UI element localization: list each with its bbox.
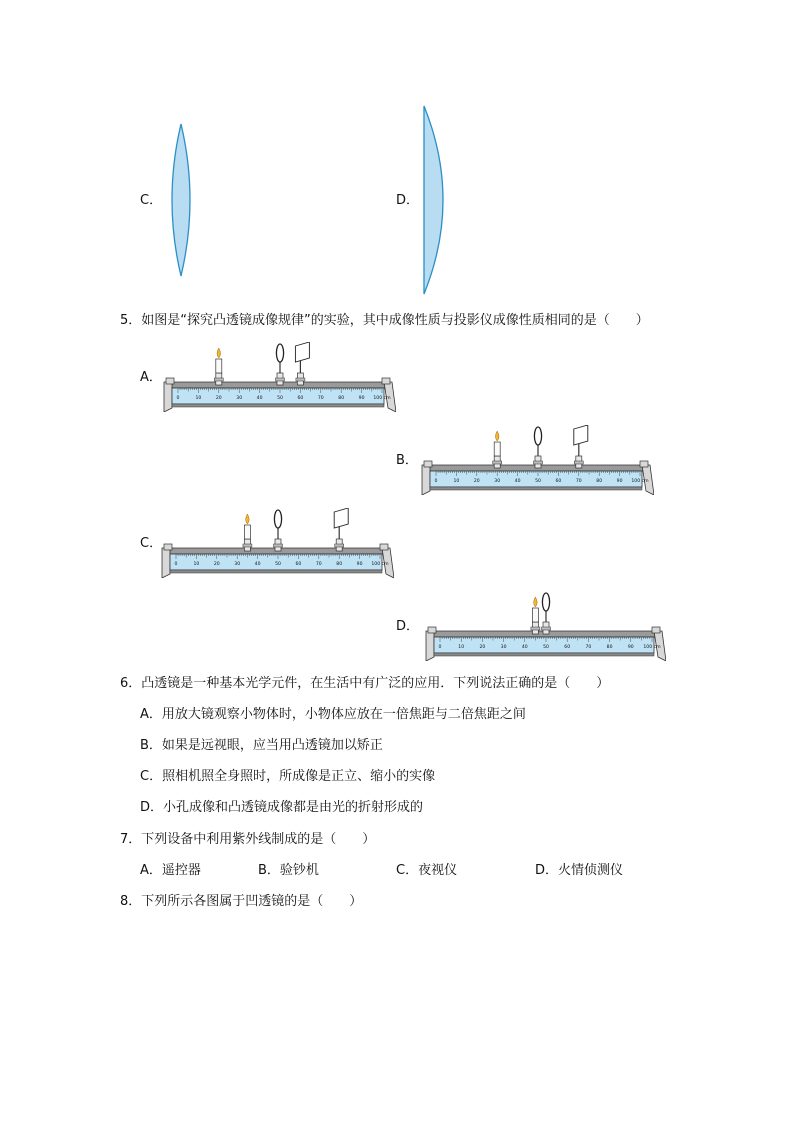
- ruler-tick-label: 20: [479, 645, 486, 650]
- ruler-tick-label: 80: [338, 396, 345, 401]
- bench-left-cap: [424, 461, 432, 467]
- light-screen-icon: [334, 508, 348, 528]
- bench-left-foot: [426, 631, 434, 661]
- ruler-tick-label: 60: [295, 562, 302, 567]
- ruler-tick-label: 70: [575, 479, 582, 484]
- q6-stem: 6．凸透镜是一种基本光学元件，在生活中有广泛的应用．下列说法正确的是（ ）: [120, 676, 610, 691]
- light-screen-icon: [295, 342, 309, 362]
- bench-right-cap: [382, 378, 390, 384]
- candle-holder-clamp: [243, 544, 252, 547]
- bench-left-cap: [166, 378, 174, 384]
- screen-holder-clamp: [335, 544, 344, 547]
- bench-base: [434, 653, 654, 656]
- q4-option-c-label: C．: [140, 193, 163, 208]
- ruler-tick-label: 90: [616, 479, 623, 484]
- q7-option-d: D．火情侦测仪: [535, 863, 624, 878]
- q6-option-c: C．照相机照全身照时，所成像是正立、缩小的实像: [140, 769, 436, 784]
- q7-option-a: A．遥控器: [140, 863, 201, 878]
- q8-stem: 8．下列所示各图属于凹透镜的是（ ）: [120, 894, 363, 909]
- bench-left-cap: [164, 544, 172, 550]
- convex-lens-icon: [276, 344, 283, 362]
- ruler-tick-label: 40: [514, 479, 521, 484]
- candle-flame-icon: [217, 348, 221, 358]
- lens-holder-clamp: [542, 627, 551, 630]
- candle-body: [216, 359, 222, 373]
- ruler-tick-label: 30: [234, 562, 241, 567]
- bench-base: [170, 570, 382, 573]
- ruler-tick-label: 50: [277, 396, 283, 401]
- candle-holder-clamp: [214, 378, 223, 381]
- ruler-tick-label: 40: [254, 562, 261, 567]
- ruler-tick-label: 90: [627, 645, 634, 650]
- ruler-tick-label: 10: [453, 479, 460, 484]
- ruler-tick-label: 50: [275, 562, 281, 567]
- ruler-tick-label: 10: [195, 396, 202, 401]
- ruler-tick-label: 30: [236, 396, 243, 401]
- bench-right-cap: [380, 544, 388, 550]
- candle-body: [244, 525, 250, 539]
- plano-convex-lens-icon: [418, 104, 448, 296]
- q7-stem: 7．下列设备中利用紫外线制成的是（ ）: [120, 832, 376, 847]
- ruler-tick-label: 40: [256, 396, 263, 401]
- ruler-tick-label: 50: [535, 479, 541, 484]
- ruler-tick-label: 10: [458, 645, 465, 650]
- biconvex-lens-icon: [164, 120, 200, 280]
- q5-option-b-label: B．: [396, 453, 418, 468]
- ruler-tick-label: 70: [315, 562, 322, 567]
- lens-holder-clamp: [274, 544, 283, 547]
- candle-holder-clamp: [531, 627, 540, 630]
- bench-left-foot: [162, 548, 170, 578]
- candle-flame-icon: [246, 514, 250, 524]
- ruler-tick-label: 100 cm: [373, 396, 391, 401]
- bench-right-cap: [640, 461, 648, 467]
- ruler-tick-label: 30: [494, 479, 501, 484]
- q5-stem: 5．如图是“探究凸透镜成像规律”的实验，其中成像性质与投影仪成像性质相同的是（ ）: [120, 313, 649, 328]
- ruler-tick-label: 90: [356, 562, 363, 567]
- lens-holder-clamp: [534, 461, 543, 464]
- convex-lens-icon: [274, 510, 281, 528]
- q5-option-c-label: C．: [140, 536, 163, 551]
- light-screen-icon: [574, 425, 588, 445]
- optical-bench-d: [422, 591, 666, 661]
- convex-lens-icon: [542, 593, 549, 611]
- ruler-tick-label: 70: [585, 645, 592, 650]
- ruler-tick-label: 100 cm: [631, 479, 649, 484]
- bench-left-foot: [422, 465, 430, 495]
- q6-option-d: D．小孔成像和凸透镜成像都是由光的折射形成的: [140, 800, 424, 815]
- q5-option-d-label: D．: [396, 619, 420, 634]
- ruler-tick-label: 20: [215, 396, 222, 401]
- screen-holder-clamp: [574, 461, 583, 464]
- ruler-tick-label: 30: [500, 645, 507, 650]
- ruler-tick-label: 100 cm: [643, 645, 661, 650]
- candle-body: [494, 442, 500, 456]
- ruler-tick-label: 80: [336, 562, 343, 567]
- bench-left-cap: [428, 627, 436, 633]
- ruler-tick-label: 60: [297, 396, 304, 401]
- q7-option-c: C．夜视仪: [396, 863, 458, 878]
- bench-right-cap: [652, 627, 660, 633]
- ruler-tick-label: 70: [317, 396, 324, 401]
- ruler-tick-label: 0: [438, 645, 442, 650]
- candle-flame-icon: [534, 597, 538, 607]
- ruler-tick-label: 80: [606, 645, 613, 650]
- optical-bench-a: [160, 342, 396, 412]
- q4-option-d-label: D．: [396, 193, 420, 208]
- q6-option-a: A．用放大镜观察小物体时，小物体应放在一倍焦距与二倍焦距之间: [140, 707, 526, 722]
- bench-base: [430, 487, 642, 490]
- q7-option-b: B．验钞机: [258, 863, 319, 878]
- optical-bench-b: [418, 425, 654, 495]
- q6-option-b: B．如果是远视眼，应当用凸透镜加以矫正: [140, 738, 383, 753]
- ruler-tick-label: 10: [193, 562, 200, 567]
- lens-holder-clamp: [276, 378, 285, 381]
- candle-holder-clamp: [493, 461, 502, 464]
- candle-body: [532, 608, 538, 622]
- ruler-tick-label: 0: [174, 562, 178, 567]
- ruler-tick-label: 60: [564, 645, 571, 650]
- ruler-tick-label: 20: [213, 562, 220, 567]
- ruler-tick-label: 60: [555, 479, 562, 484]
- ruler-tick-label: 90: [358, 396, 365, 401]
- optical-bench-c: [158, 508, 394, 578]
- bench-left-foot: [164, 382, 172, 412]
- ruler-tick-label: 0: [176, 396, 180, 401]
- ruler-tick-label: 40: [521, 645, 528, 650]
- ruler-tick-label: 50: [543, 645, 549, 650]
- q5-option-a-label: A．: [140, 370, 162, 385]
- ruler-tick-label: 0: [434, 479, 438, 484]
- ruler-tick-label: 80: [596, 479, 603, 484]
- ruler-tick-label: 100 cm: [371, 562, 389, 567]
- ruler-tick-label: 20: [473, 479, 480, 484]
- screen-holder-clamp: [296, 378, 305, 381]
- convex-lens-icon: [534, 427, 541, 445]
- bench-base: [172, 404, 384, 407]
- candle-flame-icon: [495, 431, 499, 441]
